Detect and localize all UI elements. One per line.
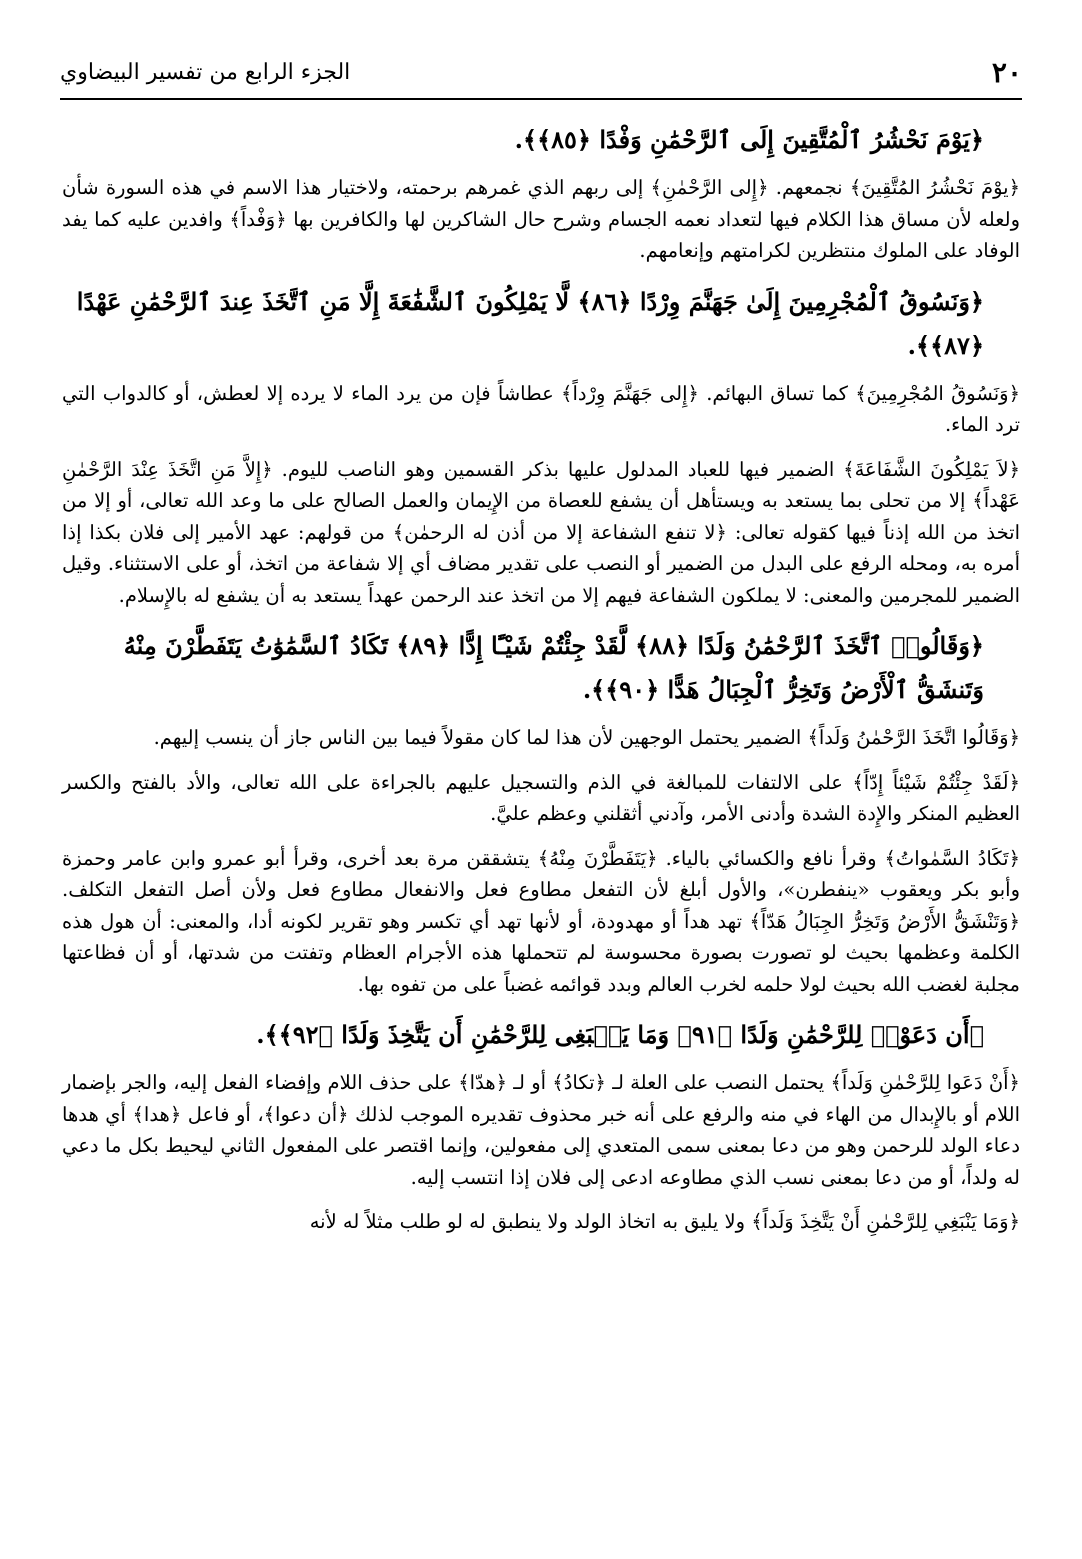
page-header [60, 56, 1022, 96]
commentary-paragraph: ﴿وَمَا يَنْبَغِي لِلرَّحْمٰنِ أَنْ يَتَّخِذَ وَلَداً﴾ ولا يليق به اتخاذ الولد ولا ينطبق له لو طلب مثلاً له لأنه [309, 1210, 1020, 1233]
page-body [62, 118, 1020, 1251]
commentary-paragraph: ﴿تَكَادُ السَّمٰواتُ﴾ وقرأ نافع والكسائي بالياء. ﴿يَتَفَطَّرْنَ مِنْهُ﴾ يتشققن مرة بعد أخرى، وقرأ أبو عمرو وابن عامر وحمزة وأبو بكر ويعقوب «ينفطرن»، والأول أبلغ لأن التفعل مطاوع فعل والانفعال مطاوع فعل ولأن أصل التفعل التكلف. ﴿وَتَنْشَقُّ الأَرْضُ وَتَخِرُّ الجِبَالُ هَدّاً﴾ تهد هداً أو مهدودة، أو لأنها تهد أي تكسر وهو تقرير لكونه أدا، والمعنى: أن هول هذه الكلمة وعظمها بحيث لو تصورت بصورة محسوسة لم تتحملها هذه الأجرام العظام وتفتت من شدتها، أو أن فظاعتها مجلبة لغضب الله بحيث لولا حلمه لخرب العالم وبدد قوائمه غضباً على من تفوه بها. [62, 846, 1020, 996]
quran-verse-88-90: ﴿وَقَالُوا۟ ٱتَّخَذَ ٱلرَّحْمَٰنُ وَلَدًا ﴿٨٨﴾ لَّقَدْ جِئْتُمْ شَيْـًٔا إِدًّا ﴿٨٩﴾ تَكَادُ ٱلسَّمَٰوَٰتُ يَتَفَطَّرْنَ مِنْهُ وَتَنشَقُّ ٱلْأَرْضُ وَتَخِرُّ ٱلْجِبَالُ هَدًّا ﴿٩٠﴾﴾. [123, 631, 984, 704]
commentary-paragraph: ﴿وَقَالُوا اتَّخَذَ الرَّحْمٰنُ وَلَداً﴾ الضمير يحتمل الوجهين لأن هذا لما كان مقولاً فيما بين الناس جاز أن ينسب إليهم. [153, 726, 1020, 749]
commentary-paragraph: ﴿وَنَسُوقُ المُجْرِمِينَ﴾ كما تساق البهائم. ﴿إِلى جَهَنَّمَ وِرْداً﴾ عطاشاً فإن من يرد الماء لا يرده إلا لعطش، أو كالدواب التي ترد الماء. [62, 381, 1020, 436]
quran-verse-85: ﴿يَوْمَ نَحْشُرُ ٱلْمُتَّقِينَ إِلَى ٱلرَّحْمَٰنِ وَفْدًا ﴿٨٥﴾﴾. [514, 125, 984, 154]
page-number: ٢٠ [991, 56, 1022, 89]
commentary-paragraph: ﴿لَقَدْ جِئْتُمْ شَيْئاً إِدّاً﴾ على الالتفات للمبالغة في الذم والتسجيل عليهم بالجراءة على الله تعالى، والأد بالفتح والكسر العظيم المنكر والإِدة الشدة وأدنى الأمر، وآدني أثقلني وعظم عليَّ. [62, 770, 1020, 825]
header-divider [60, 98, 1022, 100]
commentary-paragraph: ﴿يوْمَ نَحْشُرُ المُتَّقِينَ﴾ نجمعهم. ﴿إِلى الرَّحْمٰنِ﴾ إلى ربهم الذي غمرهم برحمته، ولاختيار هذا الاسم في هذه السورة شأن ولعله لأن مساق هذا الكلام فيها لتعداد نعمه الجسام وشرح حال الشاكرين لها والكافرين بها ﴿وَفْداً﴾ وافدين عليه كما يفد الوفاد على الملوك منتظرين لكرامتهم وإنعامهم. [62, 176, 1020, 262]
quran-verse-86-87: ﴿وَنَسُوقُ ٱلْمُجْرِمِينَ إِلَىٰ جَهَنَّمَ وِرْدًا ﴿٨٦﴾ لَّا يَمْلِكُونَ ٱلشَّفَٰعَةَ إِلَّا مَنِ ٱتَّخَذَ عِندَ ٱلرَّحْمَٰنِ عَهْدًا ﴿٨٧﴾﴾. [76, 286, 984, 360]
commentary-paragraph: ﴿لاَ يَمْلِكُونَ الشَّفَاعَةَ﴾ الضمير فيها للعباد المدلول عليها بذكر القسمين وهو الناصب لليوم. ﴿إِلاَّ مَنِ اتَّخَذَ عِنْدَ الرَّحْمٰنِ عَهْداً﴾ إلا من تحلى بما يستعد به ويستأهل أن يشفع للعصاة من الإِيمان والعمل الصالح على ما وعد الله تعالى، أو إلا من اتخذ من الله إذناً فيها كقوله تعالى: ﴿لا تنفع الشفاعة إلا من أذن له الرحمٰن﴾ من قولهم: عهد الأمير إلى فلان بكذا إذا أمره به، ومحله الرفع على البدل من الضمير أو النصب على تقدير مضاف أي إلا شفاعة من اتخذ، أو على الاستثناء. وقيل الضمير للمجرمين والمعنى: لا يملكون الشفاعة فيهم إلا من اتخذ عند الرحمن عهداً يستعد به أن يشفع له بالإِسلام. [62, 457, 1021, 607]
running-title: الجزء الرابع من تفسير البيضاوي [60, 60, 351, 85]
commentary-paragraph: ﴿أَنْ دَعَوا لِلرَّحْمٰنِ وَلَداً﴾ يحتمل النصب على العلة لـ ﴿تكادُ﴾ أو لـ ﴿هدّا﴾ على حذف اللام وإفضاء الفعل إليه، والجر بإضمار اللام أو بالإِبدال من الهاء في منه والرفع على أنه خبر محذوف تقديره الموجب لذلك ﴿أن دعوا﴾، أو فاعل ﴿هدا﴾ أي هدها دعاء الولد للرحمن وهو من دعا بمعنى سمى المتعدي إلى مفعولين، وإنما اقتصر على المفعول الثاني ليحيط بكل ما دعي له ولداً، أو من دعا بمعنى نسب الذي مطاوعه ادعى إلى فلان إذا انتسب إليه. [62, 1071, 1020, 1189]
quran-verse-91-92: ﴿أَن دَعَوْا۟ لِلرَّحْمَٰنِ وَلَدًا ﴿٩١﴾ وَمَا يَنۢبَغِى لِلرَّحْمَٰنِ أَن يَتَّخِذَ وَلَدًا ﴿٩٢﴾﴾. [256, 1020, 984, 1049]
